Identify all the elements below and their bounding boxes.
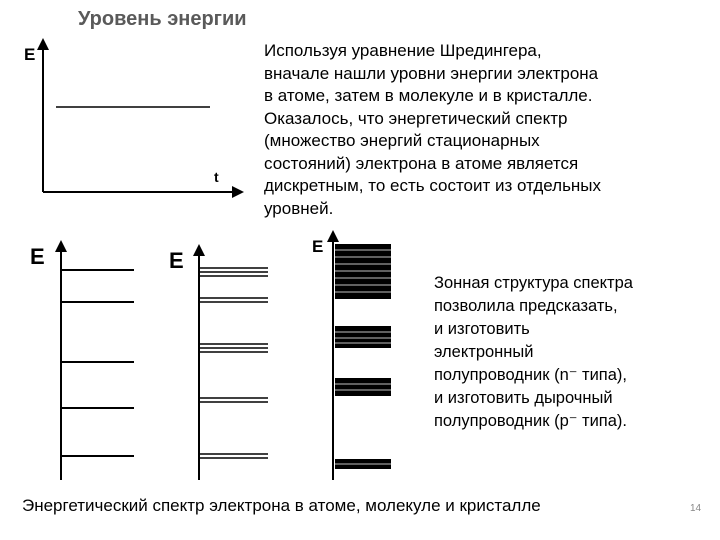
molecule-level-group: [200, 268, 268, 458]
main-paragraph-line: дискретным, то есть состоит из отдельных: [264, 176, 602, 195]
graph-y-label: E: [24, 45, 36, 64]
main-paragraph-line: в атоме, затем в молекуле и в кристалле.: [264, 86, 593, 105]
page-number: 14: [690, 503, 702, 514]
main-paragraph-line: уровней.: [264, 198, 334, 218]
main-paragraph-line: Используя уравнение Шредингера,: [264, 41, 542, 60]
main-paragraph-line: вначале нашли уровни энергии электрона: [264, 63, 599, 83]
crystal-band: [335, 378, 391, 396]
crystal-band: [335, 326, 391, 348]
figure-caption: Энергетический спектр электрона в атоме, молекуле и кристалле: [22, 496, 541, 515]
graph-x-label: t: [214, 169, 219, 185]
crystal-energy-label: E: [312, 237, 324, 256]
main-paragraph-line: состояний) электрона в атоме является: [264, 153, 579, 173]
energy-time-graph: [24, 44, 238, 192]
molecule-energy-label: E: [169, 248, 184, 273]
atom-energy-label: E: [30, 244, 45, 269]
side-paragraph-line: и изготовить: [434, 320, 530, 338]
page-title: Уровень энергии: [78, 8, 247, 30]
molecule-spectrum: [169, 248, 268, 480]
atom-spectrum: [30, 244, 134, 480]
main-paragraph-line: (множество энергий стационарных: [264, 131, 540, 150]
main-paragraph-line: Оказалось, что энергетический спектр: [264, 108, 568, 128]
side-paragraph-line: Зонная структура спектра: [434, 274, 633, 292]
side-paragraph-line: и изготовить дырочный: [434, 389, 613, 407]
crystal-spectrum: [312, 236, 391, 480]
side-paragraph-line: электронный: [434, 343, 534, 361]
side-paragraph-line: полупроводник (n⁻ типа),: [434, 366, 627, 384]
side-paragraph-line: полупроводник (p⁻ типа).: [434, 412, 627, 430]
side-paragraph-line: позволила предсказать,: [434, 297, 618, 315]
crystal-band: [335, 244, 391, 299]
